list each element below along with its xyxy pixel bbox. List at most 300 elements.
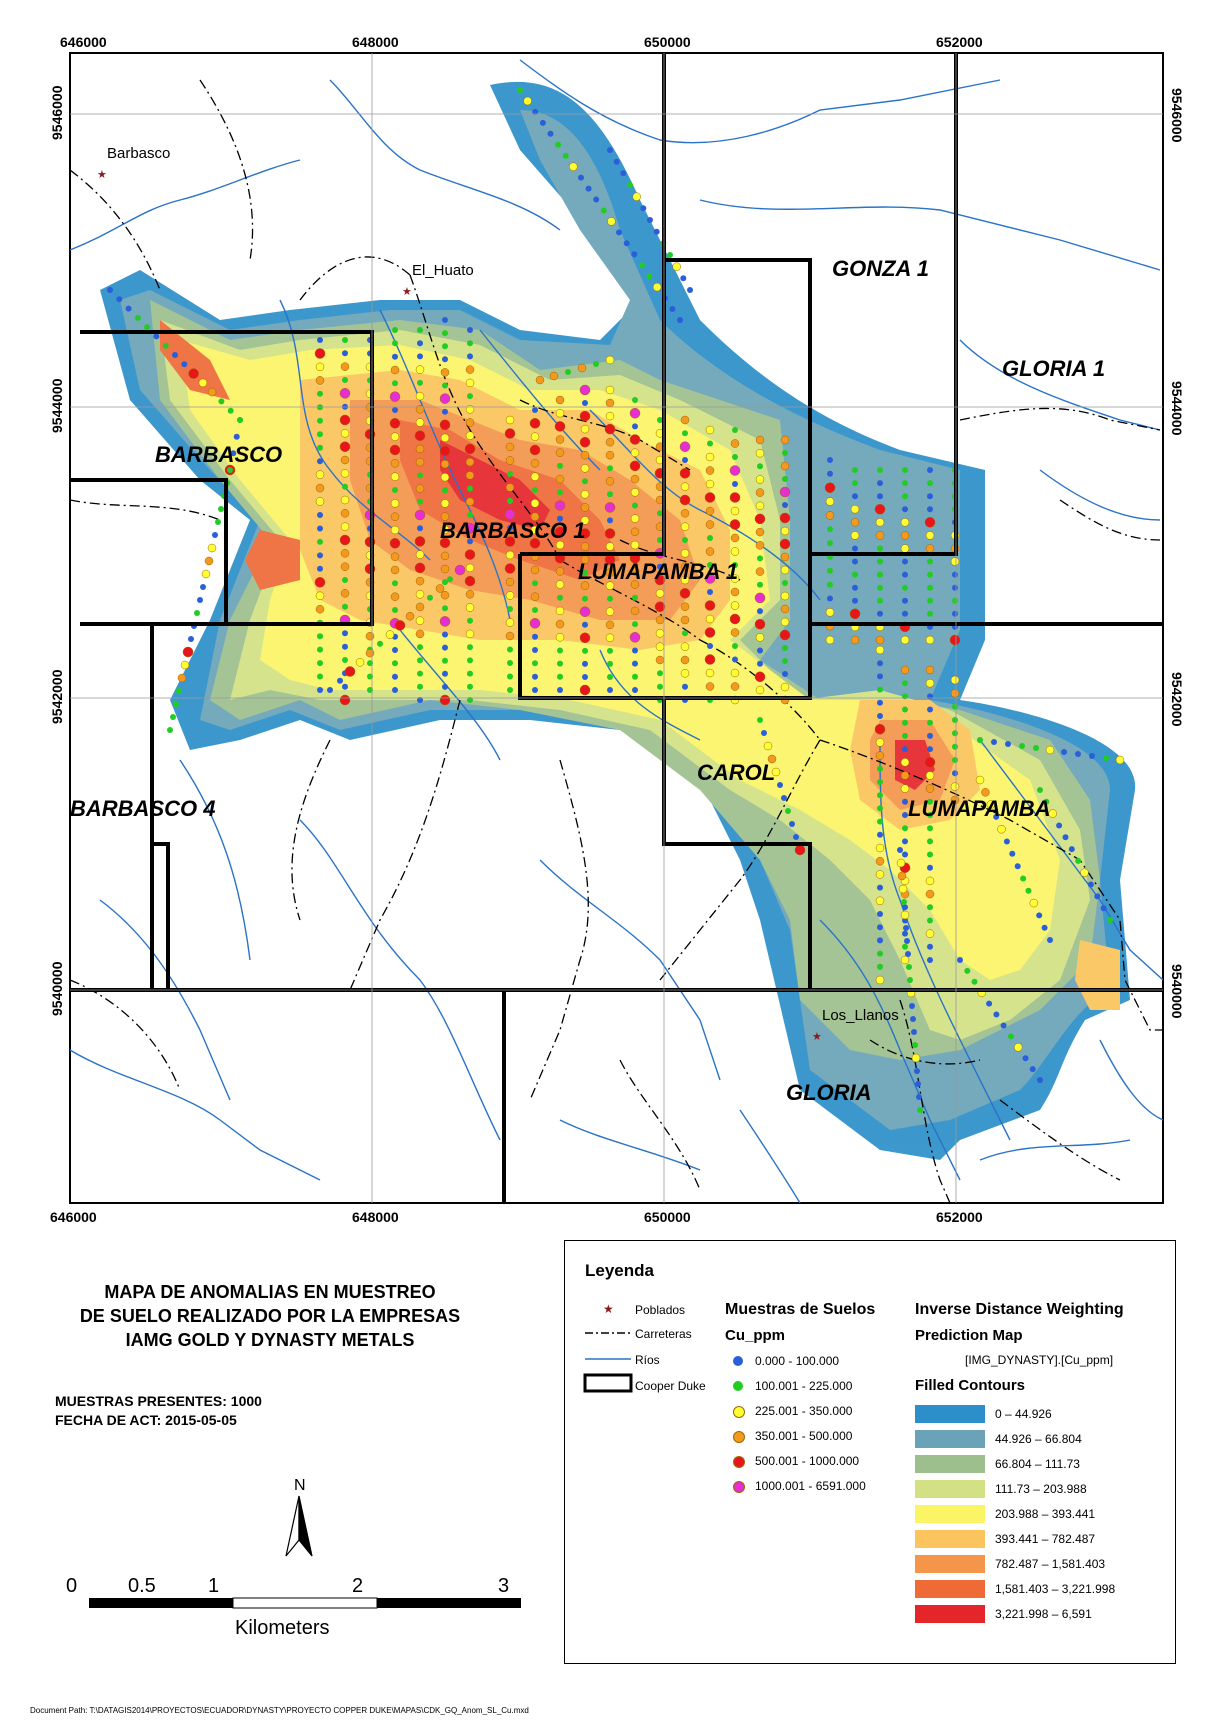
- sample-point: [680, 275, 686, 281]
- sample-point: [317, 687, 323, 693]
- sample-point: [927, 506, 933, 512]
- sample-point: [927, 957, 933, 963]
- sample-point: [316, 498, 324, 506]
- sample-point: [228, 408, 234, 414]
- sample-point: [517, 87, 523, 93]
- sample-point: [782, 476, 788, 482]
- sample-point: [556, 567, 564, 575]
- contour-label: 66.804 – 111.73: [995, 1457, 1080, 1471]
- sample-point: [341, 469, 349, 477]
- sample-point: [902, 611, 908, 617]
- sample-point: [631, 515, 639, 523]
- sample-point: [656, 629, 664, 637]
- sample-point: [467, 657, 473, 663]
- sample-point: [580, 685, 590, 695]
- sample-point: [851, 505, 859, 513]
- sample-point: [341, 456, 349, 464]
- star-icon: ★: [603, 1302, 614, 1316]
- sample-point: [556, 633, 564, 641]
- sample-point: [556, 396, 564, 404]
- sample-point: [392, 687, 398, 693]
- sample-point: [951, 783, 959, 791]
- sample-point: [392, 607, 398, 613]
- sample-point: [827, 526, 833, 532]
- x-tick: 650000: [644, 34, 691, 50]
- sample-point: [178, 674, 186, 682]
- sample-point: [706, 615, 714, 623]
- sample-point: [756, 633, 764, 641]
- sample-point: [1088, 882, 1094, 888]
- sample-point: [826, 636, 834, 644]
- sample-point: [416, 617, 424, 625]
- sample-class-dot: [733, 1456, 745, 1468]
- idw-heading: Inverse Distance Weighting: [915, 1301, 1124, 1318]
- sample-point: [632, 661, 638, 667]
- sample-point: [556, 620, 564, 628]
- sample-point: [391, 433, 399, 441]
- sample-point: [442, 645, 448, 651]
- sample-class-label: 0.000 - 100.000: [755, 1354, 840, 1368]
- sample-point: [466, 379, 474, 387]
- sample-point: [680, 468, 690, 478]
- scale-unit: Kilometers: [235, 1617, 330, 1638]
- x-axis-bottom: [50, 1209, 983, 1225]
- sample-point: [777, 782, 783, 788]
- sample-point: [316, 363, 324, 371]
- sample-point: [144, 324, 150, 330]
- sample-point: [630, 632, 640, 642]
- sample-point: [416, 590, 424, 598]
- sample-point: [656, 656, 664, 664]
- sample-point: [442, 658, 448, 664]
- sample-class-label: 500.001 - 1000.000: [755, 1454, 860, 1468]
- contour-swatch: [915, 1430, 985, 1448]
- scale-segment: [161, 1598, 233, 1608]
- sample-point: [392, 327, 398, 333]
- sample-point: [910, 1016, 916, 1022]
- sample-point: [606, 621, 614, 629]
- sample-point: [782, 658, 788, 664]
- contour-swatch: [915, 1455, 985, 1473]
- sample-point: [731, 534, 739, 542]
- sample-point: [877, 805, 883, 811]
- sample-point: [417, 657, 423, 663]
- sample-point: [951, 558, 959, 566]
- sample-point: [757, 582, 763, 588]
- sample-point: [926, 666, 934, 674]
- sample-point: [781, 683, 789, 691]
- sample-point: [167, 727, 173, 733]
- claim-label: GLORIA: [786, 1080, 872, 1105]
- sample-point: [667, 252, 673, 258]
- sample-point: [181, 361, 187, 367]
- legend-cooper-duke: Cooper Duke: [635, 1379, 706, 1393]
- sample-point: [606, 356, 614, 364]
- sample-point: [902, 904, 908, 910]
- sample-point: [466, 498, 474, 506]
- sample-point: [563, 153, 569, 159]
- sample-point: [781, 553, 789, 561]
- sample-point: [466, 432, 474, 440]
- sample-point: [188, 636, 194, 642]
- sample-point: [851, 518, 859, 526]
- concession-box-icon: [585, 1375, 631, 1391]
- sample-point: [505, 429, 515, 439]
- sample-point: [781, 795, 787, 801]
- sample-point: [467, 353, 473, 359]
- sample-point: [557, 687, 563, 693]
- sample-point: [964, 968, 970, 974]
- sample-point: [467, 671, 473, 677]
- sample-point: [926, 636, 934, 644]
- sample-point: [391, 593, 399, 601]
- sample-point: [827, 471, 833, 477]
- sample-point: [632, 674, 638, 680]
- sample-point: [656, 589, 664, 597]
- sample-point: [877, 964, 883, 970]
- sample-point: [341, 523, 349, 531]
- claim-label: BARBASCO 4: [70, 796, 216, 821]
- sample-class-dot: [733, 1381, 743, 1391]
- sample-point: [781, 605, 789, 613]
- sample-point: [927, 746, 933, 752]
- sample-point: [440, 695, 450, 705]
- sample-point: [705, 601, 715, 611]
- sample-point: [951, 676, 959, 684]
- sample-point: [530, 418, 540, 428]
- sample-point: [927, 838, 933, 844]
- sample-point: [755, 672, 765, 682]
- sample-point: [163, 343, 169, 349]
- sample-point: [926, 890, 934, 898]
- sample-point: [632, 687, 638, 693]
- sample-point: [630, 435, 640, 445]
- sample-point: [852, 467, 858, 473]
- sample-point: [606, 543, 614, 551]
- sample-point: [316, 484, 324, 492]
- sample-point: [607, 465, 613, 471]
- sample-point: [530, 445, 540, 455]
- sample-point: [640, 205, 646, 211]
- sample-point: [706, 548, 714, 556]
- sample-point: [467, 327, 473, 333]
- sample-point: [916, 1094, 922, 1100]
- sample-point: [911, 1029, 917, 1035]
- sample-point: [681, 523, 689, 531]
- sample-point: [601, 208, 607, 214]
- sample-point: [877, 819, 883, 825]
- sample-point: [707, 535, 713, 541]
- sample-point: [902, 825, 908, 831]
- sample-class-label: 350.001 - 500.000: [755, 1429, 853, 1443]
- sample-point: [580, 411, 590, 421]
- sample-point: [316, 376, 324, 384]
- scale-label: 2: [352, 1575, 364, 1597]
- sample-point: [681, 416, 689, 424]
- sample-point: [208, 388, 216, 396]
- scale-label: 0.5: [128, 1575, 156, 1597]
- sample-point: [826, 511, 834, 519]
- sample-point: [341, 509, 349, 517]
- sample-point: [827, 568, 833, 574]
- sample-point: [669, 306, 675, 312]
- sample-point: [781, 527, 789, 535]
- sample-point: [557, 674, 563, 680]
- sample-point: [416, 603, 424, 611]
- sample-point: [1009, 851, 1015, 857]
- sample-point: [1042, 925, 1048, 931]
- sample-point: [607, 661, 613, 667]
- sample-point: [877, 713, 883, 719]
- sample-point: [440, 394, 450, 404]
- sample-point: [877, 832, 883, 838]
- sample-point: [731, 588, 739, 596]
- sample-point: [681, 616, 689, 624]
- x-tick: 652000: [936, 1209, 983, 1225]
- sample-point: [392, 674, 398, 680]
- sample-point: [901, 899, 907, 905]
- sample-point: [795, 845, 805, 855]
- sample-point: [416, 551, 424, 559]
- claim-label: BARBASCO 1: [440, 518, 586, 543]
- sample-point: [902, 746, 908, 752]
- sample-point: [606, 412, 614, 420]
- sample-point: [897, 859, 905, 867]
- sample-point: [852, 559, 858, 565]
- sample-point: [531, 459, 539, 467]
- sample-point: [616, 229, 622, 235]
- sample-point: [107, 287, 113, 293]
- contour-label: 0 – 44.926: [995, 1407, 1052, 1421]
- sample-point: [912, 1054, 920, 1062]
- sample-point: [780, 487, 790, 497]
- town-label: Los_Llanos: [822, 1007, 899, 1024]
- sample-point: [181, 661, 189, 669]
- sample-point: [682, 630, 688, 636]
- sample-point: [555, 142, 561, 148]
- sample-point: [505, 564, 515, 574]
- sample-point: [467, 340, 473, 346]
- sample-point: [654, 229, 660, 235]
- sample-point: [427, 595, 433, 601]
- sample-point: [1030, 899, 1038, 907]
- sample-point: [876, 518, 884, 526]
- sample-point: [327, 687, 333, 693]
- sample-point: [506, 578, 514, 586]
- sample-point: [606, 438, 614, 446]
- sample-point: [907, 977, 913, 983]
- sample-point: [466, 590, 474, 598]
- sample-point: [126, 306, 132, 312]
- sample-point: [877, 911, 883, 917]
- sample-point: [631, 488, 639, 496]
- sample-point: [317, 633, 323, 639]
- sample-point: [416, 366, 424, 374]
- legend-symbols: [581, 1301, 637, 1421]
- sample-point: [440, 446, 450, 456]
- sample-point: [902, 720, 908, 726]
- sample-point: [827, 582, 833, 588]
- sample-point: [580, 437, 590, 447]
- sample-point: [950, 635, 960, 645]
- sample-point: [317, 539, 323, 545]
- sample-point: [208, 544, 216, 552]
- y-axis-right: [1169, 88, 1185, 1019]
- sample-point: [827, 596, 833, 602]
- claim-label: GLORIA 1: [1002, 356, 1106, 381]
- sample-point: [392, 487, 398, 493]
- sample-point: [756, 502, 764, 510]
- sample-point: [826, 498, 834, 506]
- sample-point: [898, 872, 906, 880]
- sample-point: [647, 273, 653, 279]
- sample-point: [793, 834, 799, 840]
- sample-point: [1061, 749, 1067, 755]
- sample-point: [506, 592, 514, 600]
- sample-point: [416, 630, 424, 638]
- samples-heading: Muestras de Suelos: [725, 1301, 876, 1318]
- sample-point: [1089, 753, 1095, 759]
- sample-point: [927, 825, 933, 831]
- contour-swatch: [915, 1555, 985, 1573]
- sample-point: [507, 606, 513, 612]
- title-line: MAPA DE ANOMALIAS EN MUESTREO: [104, 1282, 436, 1302]
- sample-point: [417, 327, 423, 333]
- sample-point: [415, 510, 425, 520]
- sample-point: [1107, 917, 1113, 923]
- sample-point: [681, 549, 689, 557]
- sample-point: [705, 493, 715, 503]
- sample-point: [390, 445, 400, 455]
- sample-point: [902, 944, 908, 950]
- sample-point: [902, 480, 908, 486]
- sample-point: [852, 572, 858, 578]
- sample-point: [927, 559, 933, 565]
- sample-point: [633, 193, 641, 201]
- sample-point: [927, 480, 933, 486]
- sample-point: [632, 503, 638, 509]
- sample-point: [875, 504, 885, 514]
- idw-subheading: Prediction Map: [915, 1327, 1023, 1344]
- sample-point: [317, 391, 323, 397]
- sample-point: [557, 463, 563, 469]
- sample-point: [366, 649, 374, 657]
- sample-point: [582, 674, 588, 680]
- sample-point: [876, 752, 884, 760]
- contour-label: 3,221.998 – 6,591: [995, 1607, 1092, 1621]
- sample-point: [580, 633, 590, 643]
- sample-point: [877, 572, 883, 578]
- legend-poblados: Poblados: [635, 1303, 686, 1317]
- sample-point: [416, 405, 424, 413]
- sample-point: [877, 924, 883, 930]
- sample-point: [1101, 905, 1107, 911]
- sample-point: [657, 670, 663, 676]
- sample-point: [705, 628, 715, 638]
- sample-class-dot: [733, 1431, 745, 1443]
- sample-point: [927, 944, 933, 950]
- sample-point: [417, 353, 423, 359]
- sample-point: [578, 364, 586, 372]
- sample-point: [952, 730, 958, 736]
- sample-point: [756, 449, 764, 457]
- north-label: N: [294, 1477, 306, 1494]
- sample-point: [417, 340, 423, 346]
- sample-point: [467, 644, 473, 650]
- sample-point: [757, 555, 763, 561]
- sample-point: [442, 330, 448, 336]
- sample-point: [200, 584, 206, 590]
- sample-point: [927, 918, 933, 924]
- sample-point: [952, 572, 958, 578]
- sample-point: [1008, 1033, 1014, 1039]
- sample-point: [442, 487, 448, 493]
- sample-point: [606, 451, 614, 459]
- town-star-icon: ★: [97, 169, 107, 181]
- sample-point: [342, 604, 348, 610]
- sample-point: [506, 551, 514, 559]
- sample-point: [507, 674, 513, 680]
- sample-point: [593, 361, 599, 367]
- sample-point: [315, 349, 325, 359]
- sample-point: [781, 436, 789, 444]
- sample-point: [416, 445, 424, 453]
- sample-point: [135, 315, 141, 321]
- sample-point: [877, 467, 883, 473]
- sample-point: [1094, 893, 1100, 899]
- sample-point: [386, 631, 394, 639]
- sample-point: [732, 481, 738, 487]
- sample-point: [441, 368, 449, 376]
- sample-point: [707, 589, 713, 595]
- sample-point: [764, 742, 772, 750]
- sample-point: [986, 1001, 992, 1007]
- sample-point: [653, 283, 661, 291]
- contour-swatch: [915, 1505, 985, 1523]
- sample-point: [391, 513, 399, 521]
- sample-point: [912, 1042, 918, 1048]
- sample-point: [789, 821, 795, 827]
- sample-point: [607, 596, 613, 602]
- sample-point: [730, 614, 740, 624]
- sample-point: [366, 632, 374, 640]
- sample-point: [991, 739, 997, 745]
- sample-point: [780, 513, 790, 523]
- sample-point: [416, 458, 424, 466]
- sample-point: [901, 545, 909, 553]
- sample-point: [415, 431, 425, 441]
- sample-point: [657, 684, 663, 690]
- sample-point: [1056, 823, 1062, 829]
- sample-point: [581, 464, 589, 472]
- sample-point: [205, 557, 213, 565]
- sample-point: [781, 462, 789, 470]
- sample-point: [441, 565, 449, 573]
- contour-swatch: [915, 1580, 985, 1598]
- sample-point: [952, 757, 958, 763]
- sample-point: [952, 744, 958, 750]
- sample-point: [189, 369, 199, 379]
- y-tick: 9544000: [1169, 381, 1185, 436]
- sample-point: [902, 852, 908, 858]
- sample-point: [875, 724, 885, 734]
- x-axis-top: [60, 34, 983, 50]
- sample-point: [877, 951, 883, 957]
- north-arrow-icon: [286, 1496, 312, 1556]
- sample-point: [707, 441, 713, 447]
- sample-point: [903, 925, 909, 931]
- sample-point: [926, 679, 934, 687]
